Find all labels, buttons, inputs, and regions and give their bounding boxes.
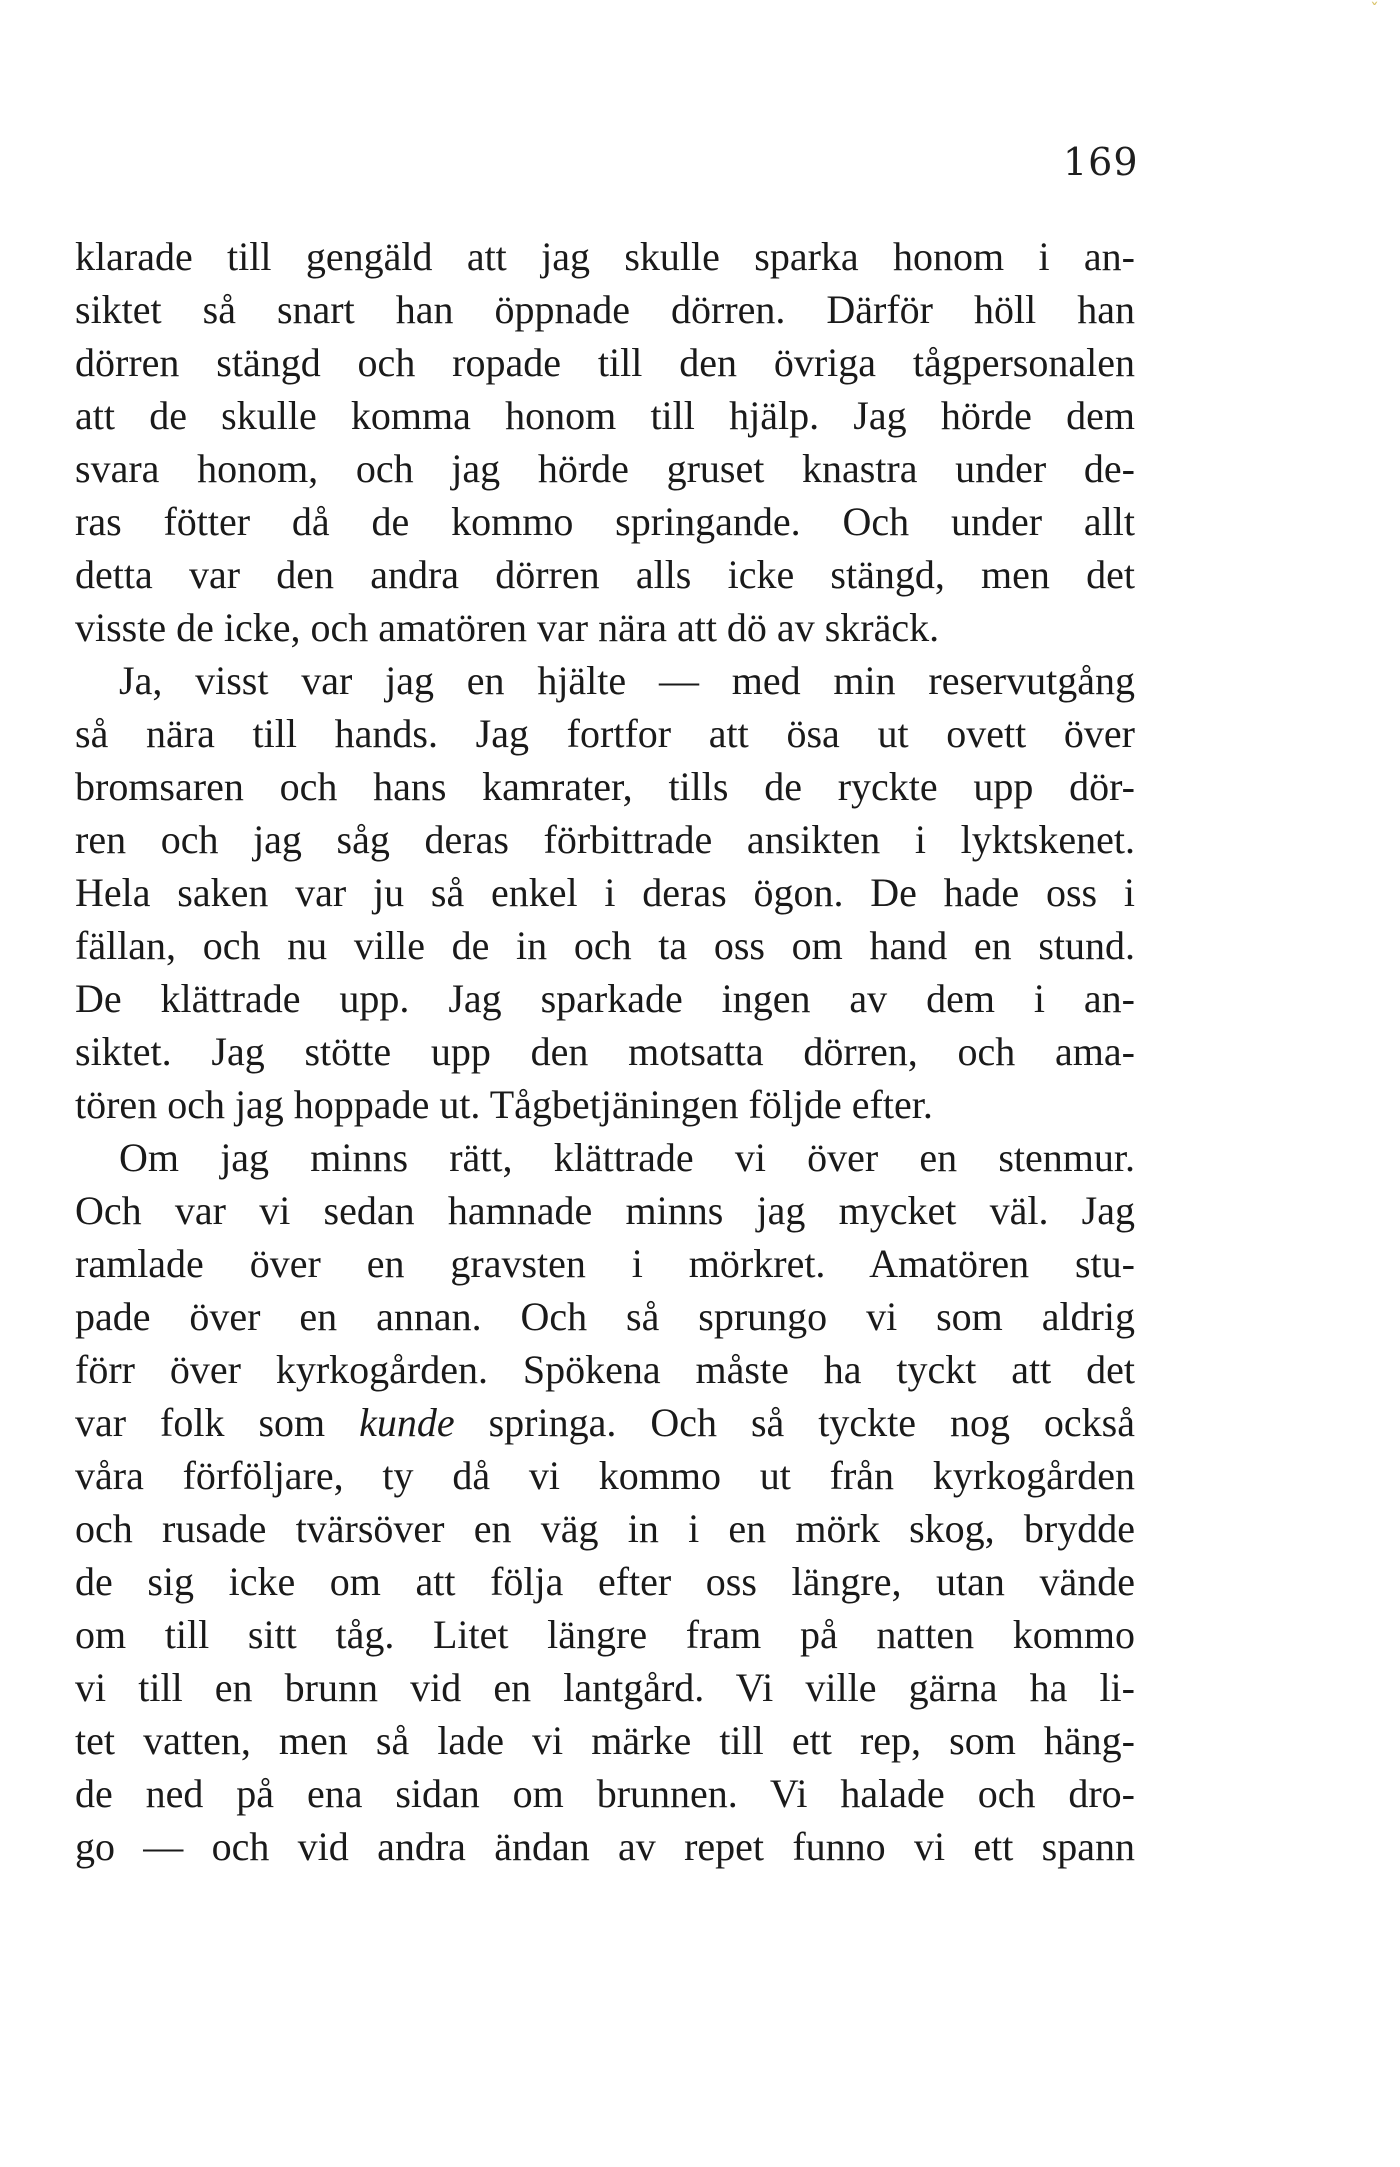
text-line: klarade till gengäld att jag skulle sparka honom i an-	[75, 234, 1135, 279]
text-line: våra förföljare, ty då vi kommo ut från kyrkogården	[75, 1453, 1135, 1498]
text-line: tören och jag hoppade ut. Tågbetjäningen följde efter.	[75, 1082, 933, 1127]
text-line: visste de icke, och amatören var nära att dö av skräck.	[75, 605, 940, 650]
text-segment: var folk som	[75, 1400, 360, 1445]
text-line: detta var den andra dörren alls icke stängd, men det	[75, 552, 1135, 597]
text-line: go — och vid andra ändan av repet funno vi ett spann	[75, 1824, 1135, 1869]
text-line: tet vatten, men så lade vi märke till ett rep, som häng-	[75, 1718, 1135, 1763]
text-line: siktet. Jag stötte upp den motsatta dörren, och ama-	[75, 1029, 1135, 1074]
text-line: så nära till hands. Jag fortfor att ösa ut ovett över	[75, 711, 1135, 756]
text-line: ramlade över en gravsten i mörkret. Amatören stu-	[75, 1241, 1135, 1286]
text-line: förr över kyrkogården. Spökena måste ha tyckt att det	[75, 1347, 1135, 1392]
text-line: Ja, visst var jag en hjälte — med min reservutgång	[119, 658, 1135, 703]
body-text	[75, 230, 1135, 1873]
text-line: De klättrade upp. Jag sparkade ingen av dem i an-	[75, 976, 1135, 1021]
text-line: Hela saken var ju så enkel i deras ögon. De hade oss i	[75, 870, 1135, 915]
text-line: och rusade tvärsöver en väg in i en mörk skog, brydde	[75, 1506, 1135, 1551]
text-line: bromsaren och hans kamrater, tills de ryckte upp dör-	[75, 764, 1135, 809]
text-line: Om jag minns rätt, klättrade vi över en stenmur.	[119, 1135, 1135, 1180]
text-line: Och var vi sedan hamnade minns jag mycket väl. Jag	[75, 1188, 1135, 1233]
text-line: ren och jag såg deras förbittrade ansikten i lyktskenet.	[75, 817, 1135, 862]
text-line: ras fötter då de kommo springande. Och under allt	[75, 499, 1135, 544]
text-line: pade över en annan. Och så sprungo vi som aldrig	[75, 1294, 1135, 1339]
text-segment: springa. Och så tyckte nog också	[454, 1400, 1135, 1445]
text-line: de sig icke om att följa efter oss längre, utan vände	[75, 1559, 1135, 1604]
text-line: de ned på ena sidan om brunnen. Vi halade och dro-	[75, 1771, 1135, 1816]
text-line: om till sitt tåg. Litet längre fram på natten kommo	[75, 1612, 1135, 1657]
text-line: fällan, och nu ville de in och ta oss om hand en stund.	[75, 923, 1135, 968]
text-line: siktet så snart han öppnade dörren. Därför höll han	[75, 287, 1135, 332]
page-edge-mark: ˇ	[1370, 0, 1379, 21]
text-line: vi till en brunn vid en lantgård. Vi ville gärna ha li-	[75, 1665, 1135, 1710]
text-line: dörren stängd och ropade till den övriga tågpersonalen	[75, 340, 1135, 385]
italic-word: kunde	[359, 1400, 455, 1445]
text-line: svara honom, och jag hörde gruset knastra under de-	[75, 446, 1135, 491]
text-line	[75, 1396, 1135, 1449]
text-line: att de skulle komma honom till hjälp. Jag hörde dem	[75, 393, 1135, 438]
page-number: 169	[1063, 140, 1139, 184]
